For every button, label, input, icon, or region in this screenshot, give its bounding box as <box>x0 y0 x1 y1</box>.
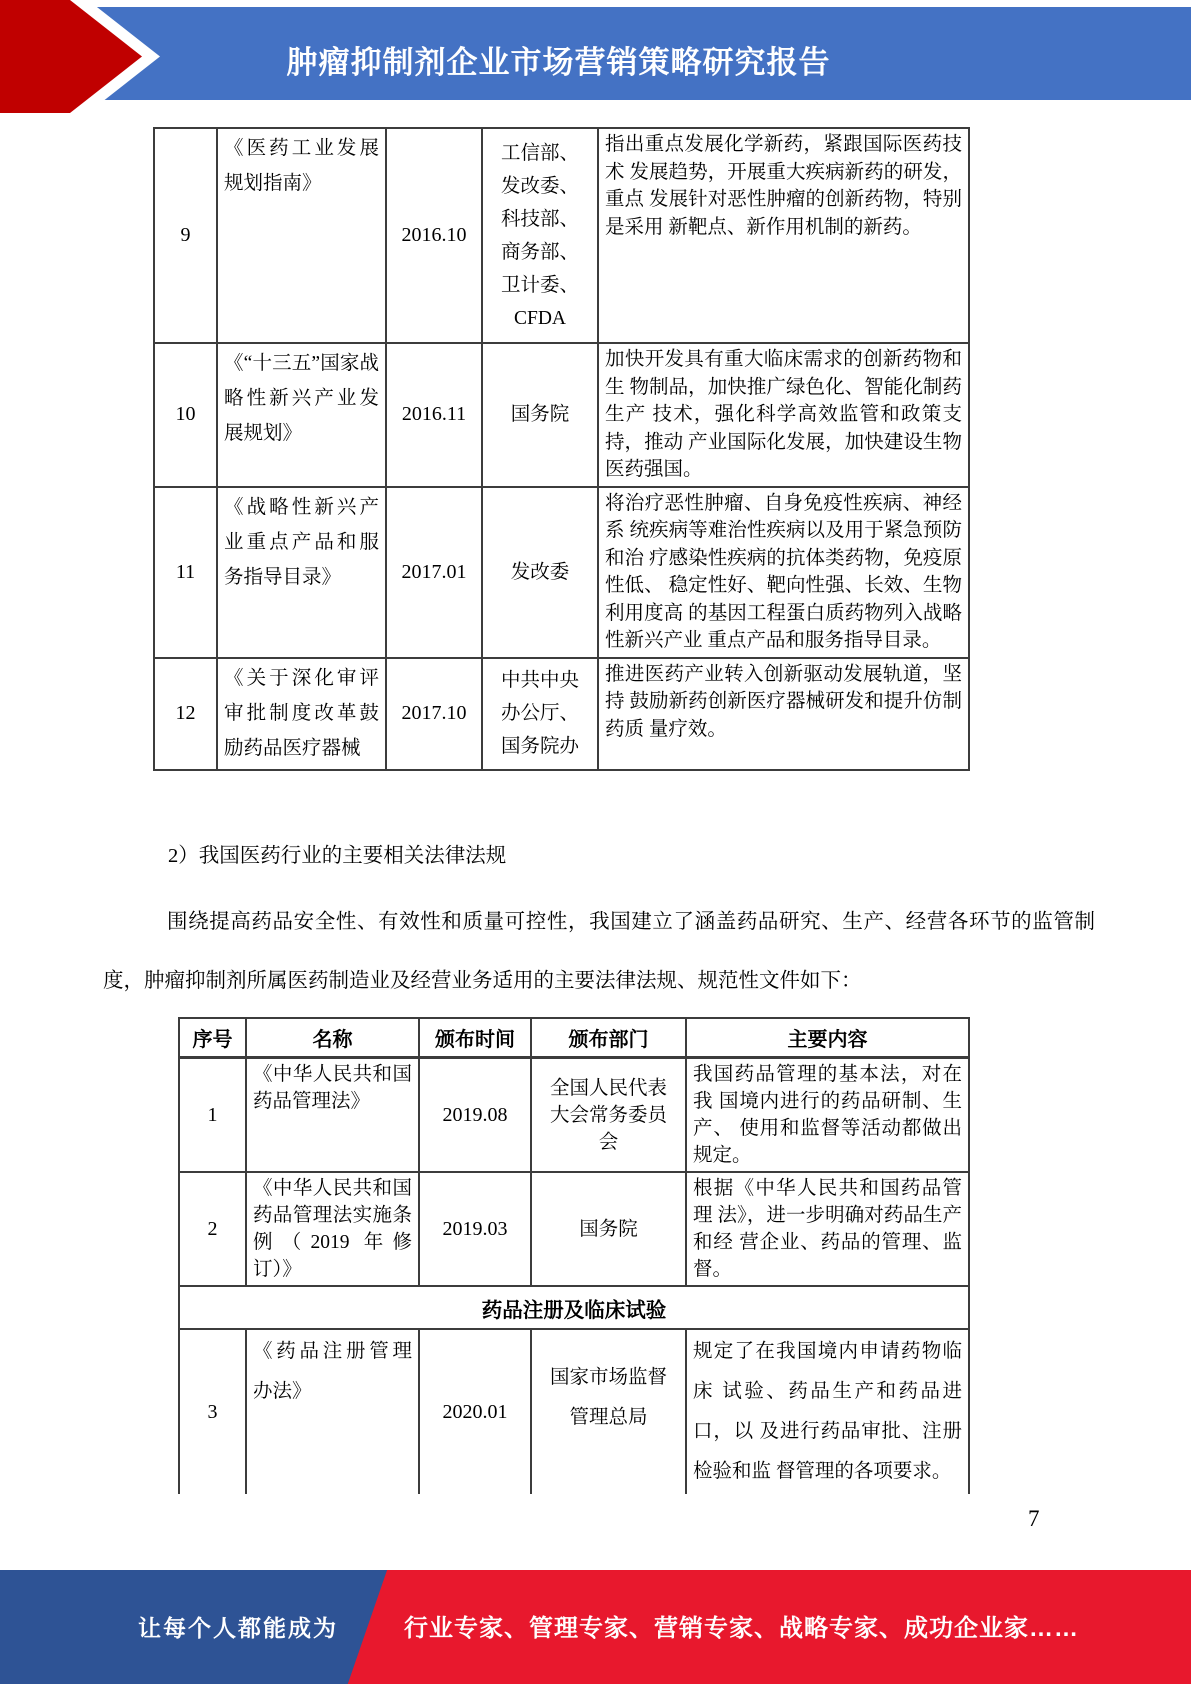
row-name: 《医药工业发展规划指南》 <box>217 128 386 343</box>
table-row <box>154 658 969 770</box>
row-dept: 发改委 <box>482 487 598 658</box>
row-name: 《关于深化审评审批制度改革鼓励药品医疗器械 <box>217 658 386 770</box>
section-heading: 2）我国医药行业的主要相关法律法规 <box>168 845 507 867</box>
row-dept: 国务院 <box>482 343 598 487</box>
row-date: 2016.11 <box>386 343 482 487</box>
table-row <box>154 487 969 658</box>
row-seq: 1 <box>179 1058 246 1173</box>
section-divider-label: 药品注册及临床试验 <box>179 1286 969 1329</box>
col-header-seq: 序号 <box>179 1018 246 1058</box>
col-header-content: 主要内容 <box>686 1018 969 1058</box>
page-title: 肿瘤抑制剂企业市场营销策略研究报告 <box>286 45 831 80</box>
row-dept: 全国人民代表 大会常务委员 会 <box>531 1058 686 1173</box>
row-seq: 9 <box>154 128 217 343</box>
policy-table <box>153 127 970 771</box>
row-content: 指出重点发展化学新药，紧跟国际医药技术 发展趋势，开展重大疾病新药的研发，重点 发展针对恶性肿瘤的创新药物，特别是采用 新靶点、新作用机制的新药。 <box>598 128 969 343</box>
header-banner <box>0 7 1191 100</box>
footer-slogan-left: 让每个人都能成为 <box>138 1615 338 1641</box>
row-seq: 12 <box>154 658 217 770</box>
red-arrow-icon <box>0 0 175 113</box>
row-seq: 11 <box>154 487 217 658</box>
col-header-dept: 颁布部门 <box>531 1018 686 1058</box>
table-header-row <box>179 1018 969 1058</box>
table-section-row <box>179 1286 969 1329</box>
row-date: 2020.01 <box>419 1329 531 1494</box>
table-row <box>179 1172 969 1286</box>
row-date: 2017.01 <box>386 487 482 658</box>
row-dept: 国务院 <box>531 1172 686 1286</box>
law-table <box>178 1017 970 1494</box>
footer-banner <box>0 1570 1191 1684</box>
row-date: 2019.03 <box>419 1172 531 1286</box>
row-content: 规定了在我国境内申请药物临床 试验、药品生产和药品进口，以 及进行药品审批、注册检验和监 督管理的各项要求。 <box>686 1329 969 1494</box>
row-name: 《中华人民共和国药品管理法》 <box>246 1058 419 1173</box>
table-row <box>154 128 969 343</box>
intro-paragraph: 围绕提高药品安全性、有效性和质量可控性，我国建立了涵盖药品研究、生产、经营各环节的监管制度，肿瘤抑制剂所属医药制造业及经营业务适用的主要法律法规、规范性文件如下： <box>103 911 1095 992</box>
page-number: 7 <box>1028 1506 1040 1531</box>
row-content: 推进医药产业转入创新驱动发展轨道，坚持 鼓励新药创新医疗器械研发和提升仿制药质 量疗效。 <box>598 658 969 770</box>
row-seq: 3 <box>179 1329 246 1494</box>
footer-slogan-right: 行业专家、管理专家、营销专家、战略专家、成功企业家…… <box>404 1615 1079 1642</box>
row-content: 将治疗恶性肿瘤、自身免疫性疾病、神经系 统疾病等难治性疾病以及用于紧急预防和治 疗感染性疾病的抗体类药物，免疫原性低、 稳定性好、靶向性强、长效、生物利用度高 的基因工程蛋白质药物列入战略性新兴产业 重点产品和服务指导目录。 <box>598 487 969 658</box>
col-header-date: 颁布时间 <box>419 1018 531 1058</box>
row-seq: 2 <box>179 1172 246 1286</box>
table-row <box>179 1058 969 1173</box>
row-content: 加快开发具有重大临床需求的创新药物和生 物制品，加快推广绿色化、智能化制药生产 技术，强化科学高效监管和政策支持，推动 产业国际化发展，加快建设生物医药强国。 <box>598 343 969 487</box>
row-date: 2016.10 <box>386 128 482 343</box>
row-date: 2017.10 <box>386 658 482 770</box>
table-row <box>179 1329 969 1494</box>
row-name: 《药品注册管理 办法》 <box>246 1329 419 1494</box>
row-dept: 中共中央 办公厅、 国务院办 <box>482 658 598 770</box>
row-dept: 国家市场监督 管理总局 <box>531 1329 686 1494</box>
row-seq: 10 <box>154 343 217 487</box>
row-name: 《中华人民共和国药品管理法实施条例（2019 年修订）》 <box>246 1172 419 1286</box>
row-date: 2019.08 <box>419 1058 531 1173</box>
row-content: 根据《中华人民共和国药品管理 法》，进一步明确对药品生产和经 营企业、药品的管理、监督。 <box>686 1172 969 1286</box>
table-row <box>154 343 969 487</box>
row-name: 《战略性新兴产业重点产品和服务指导目录》 <box>217 487 386 658</box>
row-dept: 工信部、 发改委、 科技部、 商务部、 卫计委、 CFDA <box>482 128 598 343</box>
col-header-name: 名称 <box>246 1018 419 1058</box>
row-name: 《“十三五”国家战略性新兴产业发展规划》 <box>217 343 386 487</box>
row-content: 我国药品管理的基本法，对在我 国境内进行的药品研制、生产、 使用和监督等活动都做出规定。 <box>686 1058 969 1173</box>
